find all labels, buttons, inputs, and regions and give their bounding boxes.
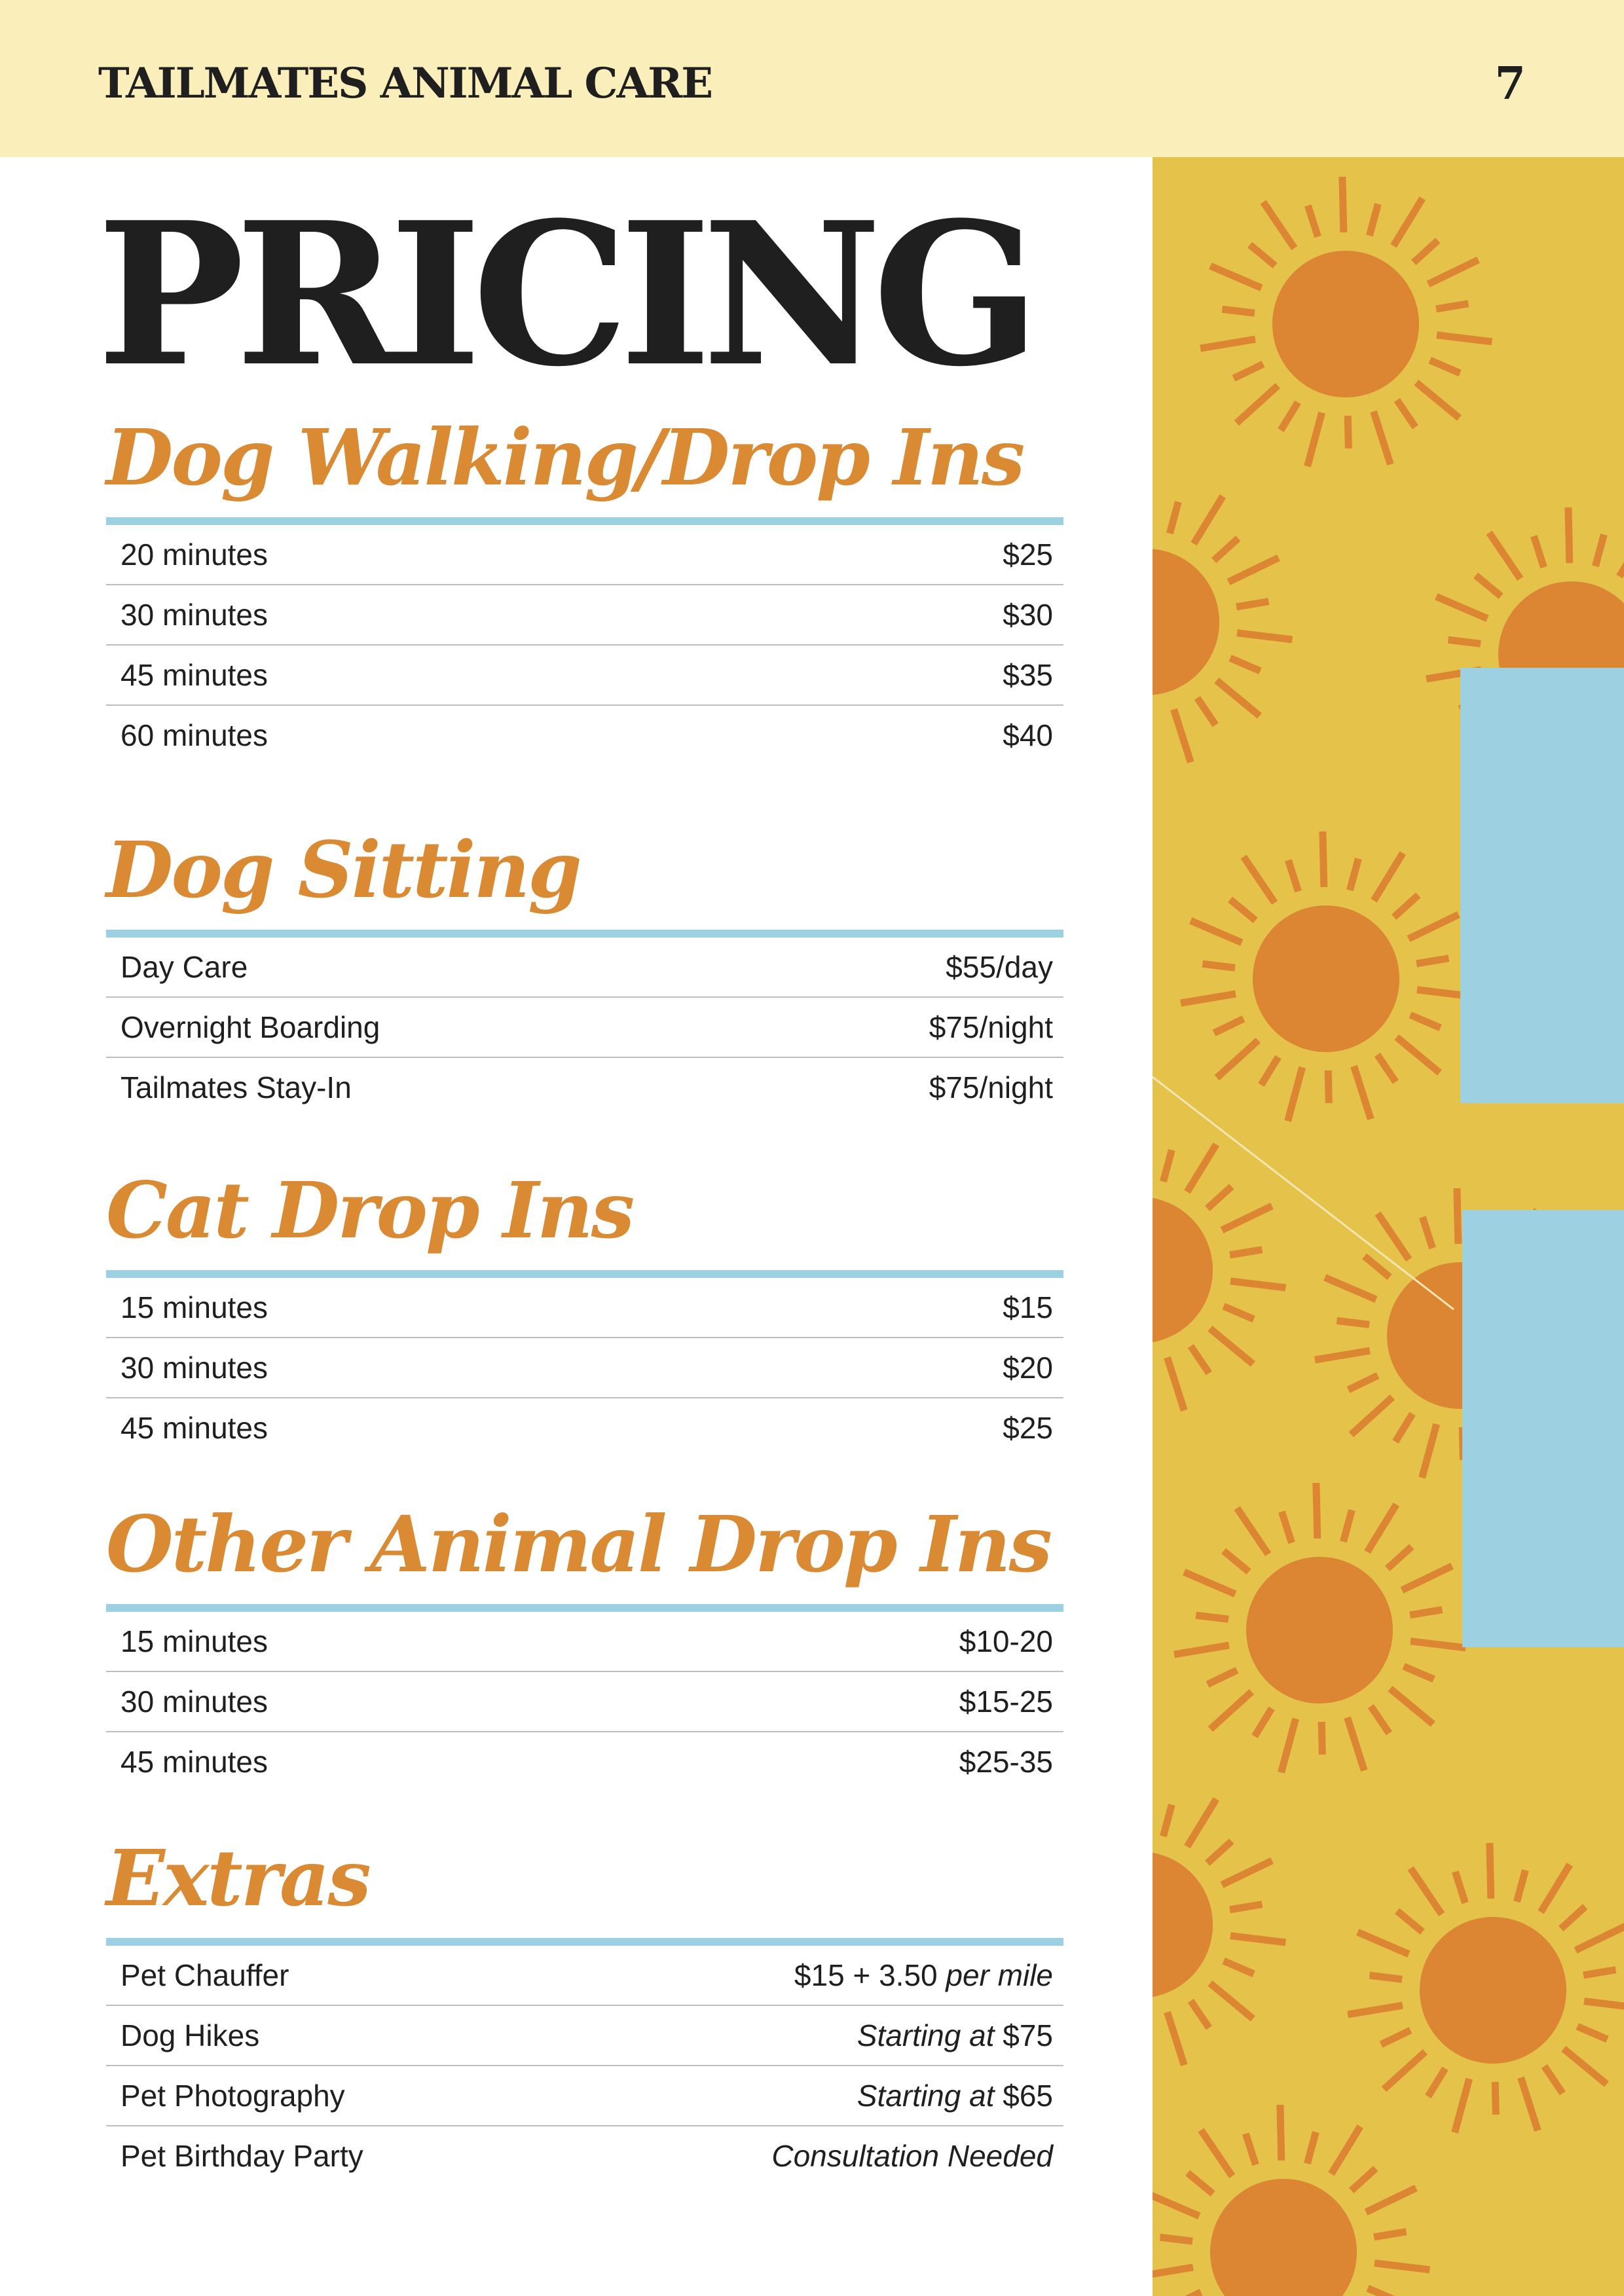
- page-header: [0, 0, 1624, 157]
- price-row: [106, 706, 1063, 765]
- service-price: $40: [1003, 718, 1053, 752]
- section-title: Extras: [106, 1832, 369, 1923]
- section-title: Cat Drop Ins: [106, 1165, 633, 1256]
- service-label: Pet Photography: [120, 2079, 345, 2113]
- service-label: 45 minutes: [120, 1745, 268, 1779]
- service-label: Pet Birthday Party: [120, 2139, 363, 2173]
- service-price: $55/day: [946, 950, 1053, 984]
- service-label: Day Care: [120, 950, 248, 984]
- price-list: [106, 525, 1063, 765]
- photo-placeholder: [1460, 668, 1624, 1103]
- price-row: [106, 585, 1063, 646]
- service-price: $15 + 3.50 per mile: [794, 1958, 1053, 1992]
- section-title: Other Animal Drop Ins: [106, 1499, 1051, 1590]
- service-label: 45 minutes: [120, 658, 268, 692]
- section-divider: [106, 1604, 1063, 1612]
- service-label: Overnight Boarding: [120, 1010, 380, 1044]
- price-row: [106, 1732, 1063, 1791]
- service-price: Starting at $75: [857, 2018, 1053, 2052]
- price-row: [106, 1058, 1063, 1117]
- section-divider: [106, 1938, 1063, 1946]
- price-row: [106, 646, 1063, 706]
- price-row: [106, 1338, 1063, 1398]
- photo-placeholder: [1462, 1210, 1624, 1647]
- price-list: [106, 1612, 1063, 1791]
- brand-name: TAILMATES ANIMAL CARE: [98, 59, 712, 108]
- page-number: 7: [1494, 58, 1526, 110]
- service-label: Dog Hikes: [120, 2018, 260, 2052]
- service-price: $30: [1003, 598, 1053, 632]
- sun-icon: [1153, 475, 1292, 764]
- service-label: 45 minutes: [120, 1411, 268, 1445]
- service-price: $75/night: [929, 1010, 1053, 1044]
- service-label: 20 minutes: [120, 538, 268, 572]
- service-price: $15-25: [959, 1685, 1053, 1719]
- service-label: Pet Chauffer: [120, 1958, 289, 1992]
- service-price: $75/night: [929, 1070, 1053, 1104]
- pricing-section: [106, 1165, 1063, 1457]
- price-row: [106, 938, 1063, 998]
- price-row: [106, 1278, 1063, 1338]
- pricing-section: [106, 412, 1063, 765]
- service-price: $10-20: [959, 1624, 1053, 1658]
- service-price: Consultation Needed: [771, 2139, 1053, 2173]
- service-price: $25: [1003, 538, 1053, 572]
- price-list: [106, 938, 1063, 1117]
- price-row: [106, 1398, 1063, 1457]
- service-label: 30 minutes: [120, 1685, 268, 1719]
- price-list: [106, 1278, 1063, 1457]
- service-price: Starting at $65: [857, 2079, 1053, 2113]
- service-label: 15 minutes: [120, 1624, 268, 1658]
- service-label: 15 minutes: [120, 1290, 268, 1324]
- pricing-section: [106, 824, 1063, 1117]
- section-divider: [106, 930, 1063, 938]
- price-row: [106, 1946, 1063, 2006]
- price-row: [106, 998, 1063, 1058]
- service-label: 30 minutes: [120, 1351, 268, 1385]
- sun-icon: [1153, 2105, 1430, 2296]
- price-row: [106, 1672, 1063, 1732]
- price-row: [106, 2006, 1063, 2066]
- price-row: [106, 1612, 1063, 1672]
- section-title: Dog Sitting: [106, 824, 580, 915]
- sun-icon: [1174, 1483, 1466, 1772]
- section-title: Dog Walking/Drop Ins: [106, 412, 1024, 503]
- service-price: $20: [1003, 1351, 1053, 1385]
- service-label: 30 minutes: [120, 598, 268, 632]
- page-title: PRICING: [97, 179, 1031, 410]
- service-price: $25-35: [959, 1745, 1053, 1779]
- sun-pattern: [1153, 157, 1624, 2296]
- sun-icon: [1181, 831, 1472, 1121]
- price-row: [106, 2126, 1063, 2185]
- service-label: Tailmates Stay-In: [120, 1070, 352, 1104]
- service-price: $35: [1003, 658, 1053, 692]
- sun-icon: [1200, 177, 1492, 466]
- pricing-section: [106, 1832, 1063, 2185]
- section-divider: [106, 1270, 1063, 1278]
- sun-icon: [1153, 1777, 1285, 2067]
- service-label: 60 minutes: [120, 718, 268, 752]
- price-row: [106, 2066, 1063, 2126]
- decorative-sidebar: [1153, 157, 1624, 2296]
- service-price: $25: [1003, 1411, 1053, 1445]
- price-row: [106, 525, 1063, 585]
- sun-icon: [1153, 1123, 1285, 1412]
- section-divider: [106, 517, 1063, 525]
- pricing-section: [106, 1499, 1063, 1791]
- service-price: $15: [1003, 1290, 1053, 1324]
- price-list: [106, 1946, 1063, 2185]
- sun-icon: [1348, 1843, 1624, 2132]
